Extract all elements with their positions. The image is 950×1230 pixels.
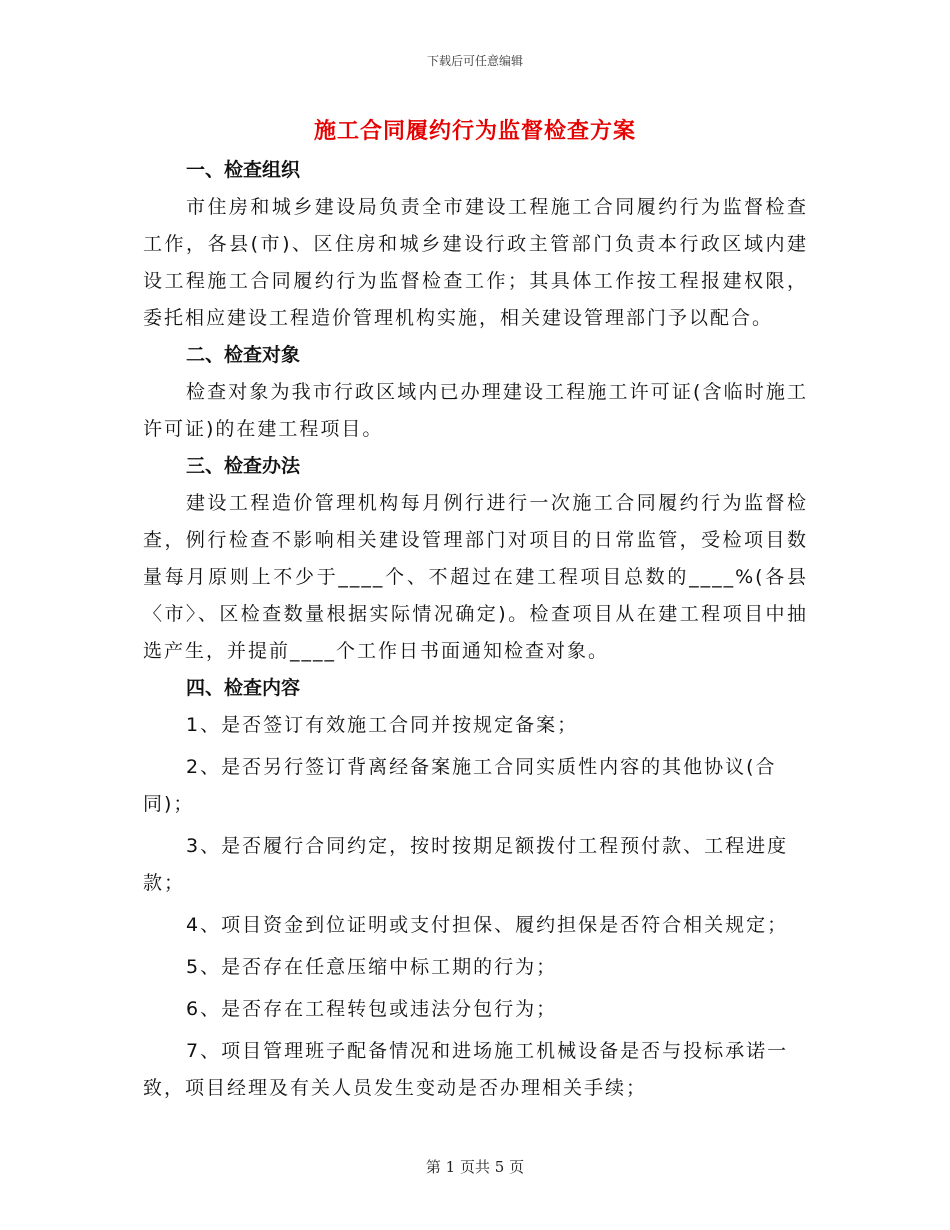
section-heading-organization: 一、检查组织	[186, 159, 301, 181]
list-item: 3、是否履行合同约定，按时按期足额拨付工程预付款、工程进度款；	[143, 835, 789, 894]
section-heading-objects: 二、检查对象	[186, 344, 301, 366]
list-item: 1、是否签订有效施工合同并按规定备案；	[186, 714, 579, 736]
list-item: 7、项目管理班子配备情况和进场施工机械设备是否与投标承诺一致，项目经理及有关人员发生变动是否办理相关手续；	[143, 1040, 789, 1099]
page-number: 第 1 页共 5 页	[425, 1158, 525, 1176]
list-item: 4、项目资金到位证明或支付担保、履约担保是否符合相关规定；	[186, 914, 789, 936]
section-paragraph: 建设工程造价管理机构每月例行进行一次施工合同履约行为监督检查，例行检查不影响相关建设管理部门对项目的日常监管，受检项目数量每月原则上不少于____个、不超过在建工程项目总数的____%(各县〈市〉、区检查数量根据实际情况确定)。检查项目从在建工程项目中抽选产生，并提前____个工作日书面通知检查对象。	[143, 492, 808, 662]
document-title: 施工合同履约行为监督检查方案	[313, 119, 636, 144]
list-item: 6、是否存在工程转包或违法分包行为；	[186, 998, 558, 1020]
section-heading-contents: 四、检查内容	[186, 677, 301, 699]
section-heading-methods: 三、检查办法	[186, 455, 301, 477]
section-paragraph: 市住房和城乡建设局负责全市建设工程施工合同履约行为监督检查工作，各县(市)、区住房和城乡建设行政主管部门负责本行政区域内建设工程施工合同履约行为监督检查工作；其具体工作按工程报建权限，委托相应建设工程造价管理机构实施，相关建设管理部门予以配合。	[143, 196, 808, 329]
list-item: 2、是否另行签订背离经备案施工合同实质性内容的其他协议(合同)；	[143, 756, 777, 815]
header-note: 下载后可任意编辑	[426, 54, 523, 68]
section-paragraph: 检查对象为我市行政区域内已办理建设工程施工许可证(含临时施工许可证)的在建工程项目。	[143, 381, 808, 440]
list-item: 5、是否存在任意压缩中标工期的行为；	[186, 956, 558, 978]
document-body	[143, 152, 808, 1112]
